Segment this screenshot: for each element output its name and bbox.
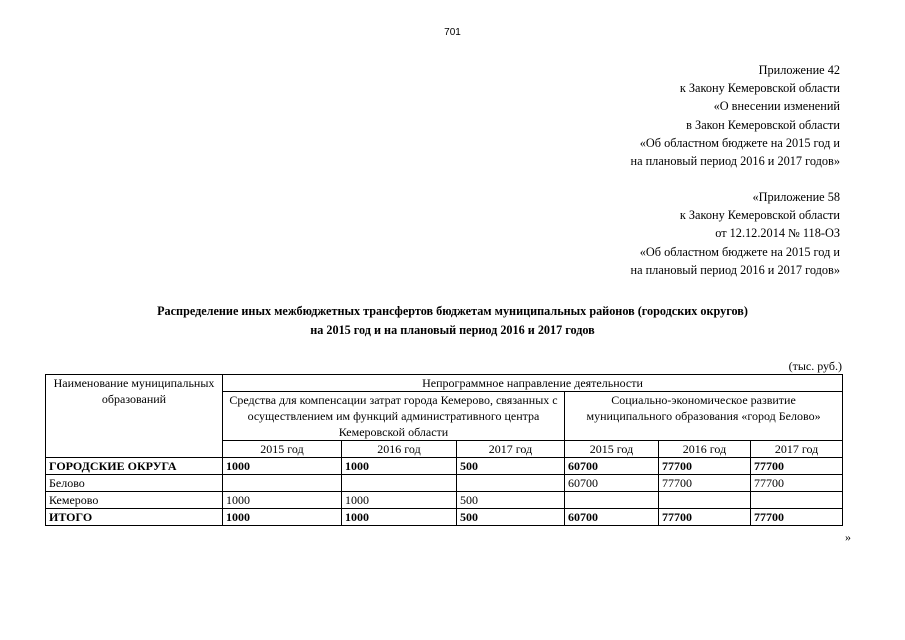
cell-value: 77700 — [751, 458, 843, 475]
page-number: 701 — [444, 27, 461, 38]
year-header: 2016 год — [342, 441, 457, 458]
attachment-block-58 — [630, 188, 840, 279]
attachment-line: к Закону Кемеровской области — [679, 208, 840, 223]
attachment-line: «О внесении изменений — [713, 99, 840, 114]
cell-value — [223, 475, 342, 492]
subheader-kemerovo-compensation: Средства для компенсации затрат города Кемерово, связанных с осуществлением им функций административного центра Кемеровской области — [223, 392, 565, 441]
cell-value — [457, 475, 565, 492]
name-header: Наименование муниципальных образований — [46, 375, 223, 458]
cell-value: 500 — [457, 509, 565, 526]
document-title — [0, 302, 905, 340]
cell-value: 60700 — [565, 458, 659, 475]
cell-value — [751, 492, 843, 509]
cell-value: 500 — [457, 492, 565, 509]
cell-value: 1000 — [223, 509, 342, 526]
cell-value: 1000 — [223, 492, 342, 509]
subheader-belovo-development: Социально-экономическое развитие муниципального образования «город Белово» — [565, 392, 843, 441]
table-row — [46, 492, 843, 509]
row-name: Кемерово — [46, 492, 223, 509]
attachment-line: на плановый период 2016 и 2017 годов» — [630, 262, 840, 277]
attachment-line: «Об областном бюджете на 2015 год и — [639, 135, 840, 150]
title-line-1: Распределение иных межбюджетных трансфертов бюджетам муниципальных районов (городских округов) — [157, 304, 748, 318]
year-header: 2015 год — [565, 441, 659, 458]
cell-value — [342, 475, 457, 492]
cell-value: 60700 — [565, 475, 659, 492]
cell-value: 60700 — [565, 509, 659, 526]
group-header: Непрограммное направление деятельности — [223, 375, 843, 392]
attachment-line: на плановый период 2016 и 2017 годов» — [630, 154, 840, 169]
row-name: ГОРОДСКИЕ ОКРУГА — [46, 458, 223, 475]
cell-value: 500 — [457, 458, 565, 475]
cell-value: 77700 — [751, 475, 843, 492]
year-header: 2017 год — [457, 441, 565, 458]
year-header: 2015 год — [223, 441, 342, 458]
cell-value: 77700 — [659, 475, 751, 492]
table-row — [46, 458, 843, 475]
closing-quote: » — [845, 530, 851, 544]
cell-value: 1000 — [342, 492, 457, 509]
cell-value: 1000 — [342, 458, 457, 475]
table-row — [46, 509, 843, 526]
row-name: Белово — [46, 475, 223, 492]
cell-value: 77700 — [659, 458, 751, 475]
transfers-table — [45, 374, 843, 526]
cell-value — [565, 492, 659, 509]
cell-value: 1000 — [342, 509, 457, 526]
row-name: ИТОГО — [46, 509, 223, 526]
attachment-line: Приложение 42 — [758, 63, 840, 77]
attachment-line: к Закону Кемеровской области — [679, 81, 840, 96]
attachment-line: в Закон Кемеровской области — [686, 117, 840, 132]
attachment-line: «Об областном бюджете на 2015 год и — [639, 244, 840, 259]
year-header: 2016 год — [659, 441, 751, 458]
attachment-line: «Приложение 58 — [752, 190, 840, 204]
attachment-line: от 12.12.2014 № 118-ОЗ — [715, 226, 840, 241]
title-line-2: на 2015 год и на плановый период 2016 и 2017 годов — [310, 323, 595, 337]
cell-value — [659, 492, 751, 509]
cell-value: 77700 — [751, 509, 843, 526]
cell-value: 77700 — [659, 509, 751, 526]
attachment-block-42 — [630, 61, 840, 170]
units-label: (тыс. руб.) — [788, 359, 842, 373]
table-row — [46, 475, 843, 492]
cell-value: 1000 — [223, 458, 342, 475]
year-header: 2017 год — [751, 441, 843, 458]
